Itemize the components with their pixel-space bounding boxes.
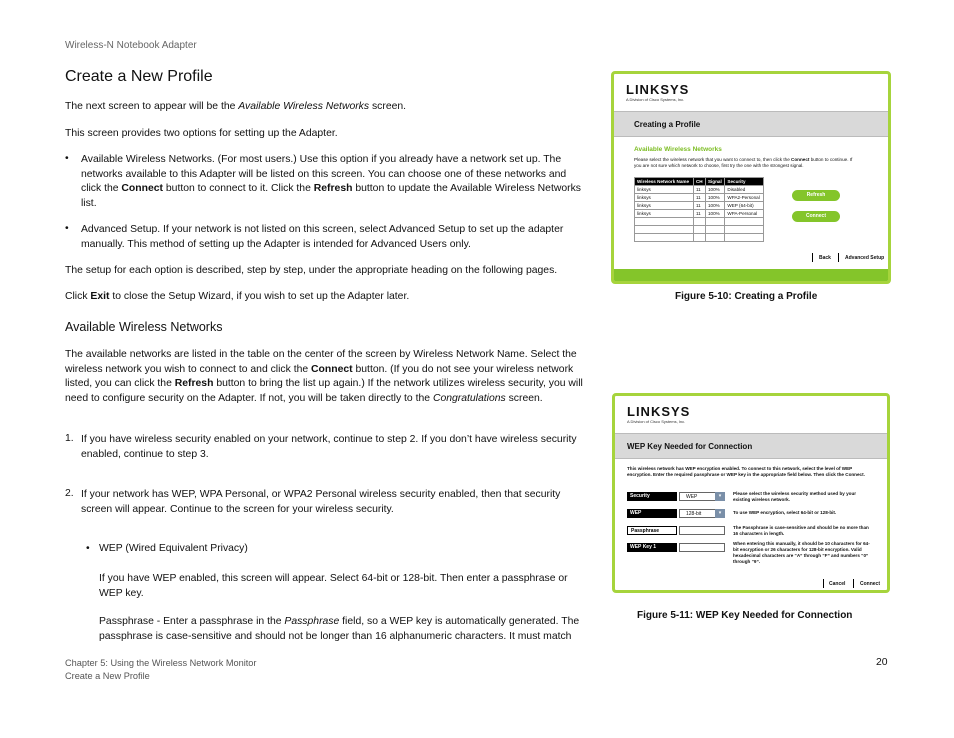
- section-title: Create a New Profile: [65, 68, 213, 85]
- dropdown-arrow-icon[interactable]: ▾: [715, 492, 725, 501]
- figure-wep-key: [612, 393, 890, 593]
- wep-key-label: WEP Key 1: [627, 543, 677, 552]
- bullet-marker: •: [65, 223, 69, 234]
- linksys-logo: LINKSYS: [627, 404, 691, 419]
- table-header-row: [635, 178, 764, 186]
- table-cell: 100%: [705, 202, 724, 210]
- bottom-bar: [614, 269, 888, 284]
- paragraph-setup-desc: The setup for each option is described, step by step, under the appropriate heading on the following pages.: [65, 265, 558, 276]
- paragraph-intro: The next screen to appear will be the Available Wireless Networks screen.: [65, 101, 407, 112]
- table-cell: WPA-Personal: [725, 210, 764, 218]
- step-number: 1.: [65, 433, 74, 444]
- table-cell: 100%: [705, 186, 724, 194]
- table-row: [635, 234, 764, 242]
- document-header: Wireless-N Notebook Adapter: [65, 40, 197, 51]
- help-passphrase: The Passphrase is case-sensitive and should be no more than 16 characters in length.: [733, 525, 869, 536]
- paragraph-options: This screen provides two options for setting up the Adapter.: [65, 128, 338, 139]
- bullet-marker: •: [65, 153, 69, 164]
- connect-button[interactable]: Connect: [860, 581, 880, 587]
- wep-label: WEP: [627, 509, 677, 518]
- column-header: Wireless Network Name: [635, 178, 694, 186]
- linksys-logo: LINKSYS: [626, 82, 690, 97]
- table-row: [635, 226, 764, 234]
- bullet-available-networks: Available Wireless Networks. (For most users.) Use this option if you already have a network set up. The networks available to this Adapter will be listed on this screen. You can choose one of these networks and click the Connect button to connect to it. Click the Refresh button to update the Available Wireless Networks list.: [81, 154, 581, 209]
- footer-chapter: Chapter 5: Using the Wireless Network Monitor Create a New Profile: [65, 658, 257, 681]
- advanced-setup-button[interactable]: Advanced Setup: [845, 255, 885, 261]
- screen-title-band: WEP Key Needed for Connection: [615, 433, 887, 459]
- connect-button[interactable]: Connect: [792, 211, 840, 222]
- table-cell: linksys: [635, 194, 694, 202]
- passphrase-label: Passphrase: [627, 526, 677, 535]
- wep-bullet: WEP (Wired Equivalent Privacy): [99, 543, 248, 554]
- table-cell: 100%: [705, 194, 724, 202]
- help-security: Please select the wireless security method used by your existing wireless network.: [733, 491, 857, 502]
- page-number: 20: [876, 657, 888, 668]
- subsection-title: Available Wireless Networks: [65, 320, 223, 334]
- step-text: If you have wireless security enabled on your network, continue to step 2. If you don’t have wireless security enabled, continue to step 3.: [81, 434, 577, 460]
- column-header: CH: [693, 178, 705, 186]
- help-wep: To use WEP encryption, select 64-bit or 128-bit.: [733, 510, 837, 515]
- table-row[interactable]: [635, 202, 764, 210]
- paragraph-available: The available networks are listed in the table on the center of the screen by Wireless Network Name. Select the wireless network you wish to connect to and click the Connect button. (If you do not see your wireless network listed, you can click the Refresh button to bring the list up again.) If the network utilizes wireless security, you will need to configure security on the Adapter. If not, you will be taken directly to the Congratulations screen.: [65, 349, 583, 404]
- screen-description: This wireless network has WEP encryption enabled. To connect to this network, select the level of WEP encryption. Enter the required passphrase or WEP key in the appropriate field below. Then click the Connect.: [627, 466, 865, 477]
- figure-caption: Figure 5-11: WEP Key Needed for Connection: [637, 610, 853, 621]
- table-cell: linksys: [635, 202, 694, 210]
- table-cell: Disabled: [725, 186, 764, 194]
- security-select[interactable]: WEP: [679, 492, 725, 501]
- nav-divider: [823, 579, 824, 588]
- figure-creating-profile: [611, 71, 891, 284]
- screen-title-band: Creating a Profile: [614, 111, 888, 137]
- table-cell: 11: [693, 210, 705, 218]
- table-cell: 11: [693, 194, 705, 202]
- table-row[interactable]: [635, 194, 764, 202]
- logo-subtitle: A Division of Cisco Systems, Inc.: [627, 419, 686, 424]
- figure-caption: Figure 5-10: Creating a Profile: [675, 291, 818, 302]
- dropdown-arrow-icon[interactable]: ▾: [715, 509, 725, 518]
- passphrase-paragraph: Passphrase - Enter a passphrase in the Passphrase field, so a WEP key is automatically generated. The passphrase is case-sensitive and should not be longer than 16 alphanumeric characters. It must match: [99, 616, 580, 642]
- table-row: [635, 218, 764, 226]
- table-cell: 11: [693, 202, 705, 210]
- wep-bit-select[interactable]: 128-bit: [679, 509, 725, 518]
- screen-heading: Available Wireless Networks: [634, 146, 722, 153]
- table-cell: linksys: [635, 186, 694, 194]
- security-label: Security: [627, 492, 677, 501]
- wep-paragraph: If you have WEP enabled, this screen will appear. Select 64-bit or 128-bit. Then enter a passphrase or WEP key.: [99, 573, 568, 599]
- column-header: Signal: [705, 178, 724, 186]
- cancel-button[interactable]: Cancel: [829, 581, 846, 587]
- nav-divider: [853, 579, 854, 588]
- passphrase-input[interactable]: [679, 526, 725, 535]
- help-wep-key: When entering this manually, it should be 10 characters for 64-bit encryption or 26 characters for 128-bit encryption. Valid hexadecimal characters are “A” through “F” and numbers “0” through “9”.: [733, 541, 870, 564]
- table-cell: 11: [693, 186, 705, 194]
- paragraph-exit: Click Exit to close the Setup Wizard, if you wish to set up the Adapter later.: [65, 291, 410, 302]
- back-button[interactable]: Back: [819, 255, 831, 261]
- step-number: 2.: [65, 488, 74, 499]
- bullet-advanced-setup: Advanced Setup. If your network is not listed on this screen, select Advanced Setup to set up the adapter manually. This method of setting up the Adapter is intended for Advanced Users only.: [81, 224, 564, 250]
- table-row[interactable]: [635, 186, 764, 194]
- bullet-marker: •: [86, 543, 90, 554]
- wep-key-input[interactable]: [679, 543, 725, 552]
- refresh-button[interactable]: Refresh: [792, 190, 840, 201]
- step-text: If your network has WEP, WPA Personal, or WPA2 Personal wireless security enabled, then that security screen will appear. Continue to the screen for your wireless security.: [81, 489, 561, 515]
- table-row[interactable]: [635, 210, 764, 218]
- table-cell: WPA2-Personal: [725, 194, 764, 202]
- networks-table: [634, 177, 764, 242]
- column-header: Security: [725, 178, 764, 186]
- nav-divider: [812, 253, 813, 262]
- screen-description: Please select the wireless network that you want to connect to, then click the Connect button to continue. If you are not sure which network to choose, first try the one with the strongest signal.: [634, 157, 853, 168]
- table-cell: WEP (64-bit): [725, 202, 764, 210]
- table-cell: 100%: [705, 210, 724, 218]
- nav-divider: [838, 253, 839, 262]
- logo-subtitle: A Division of Cisco Systems, Inc.: [626, 97, 685, 102]
- table-cell: linksys: [635, 210, 694, 218]
